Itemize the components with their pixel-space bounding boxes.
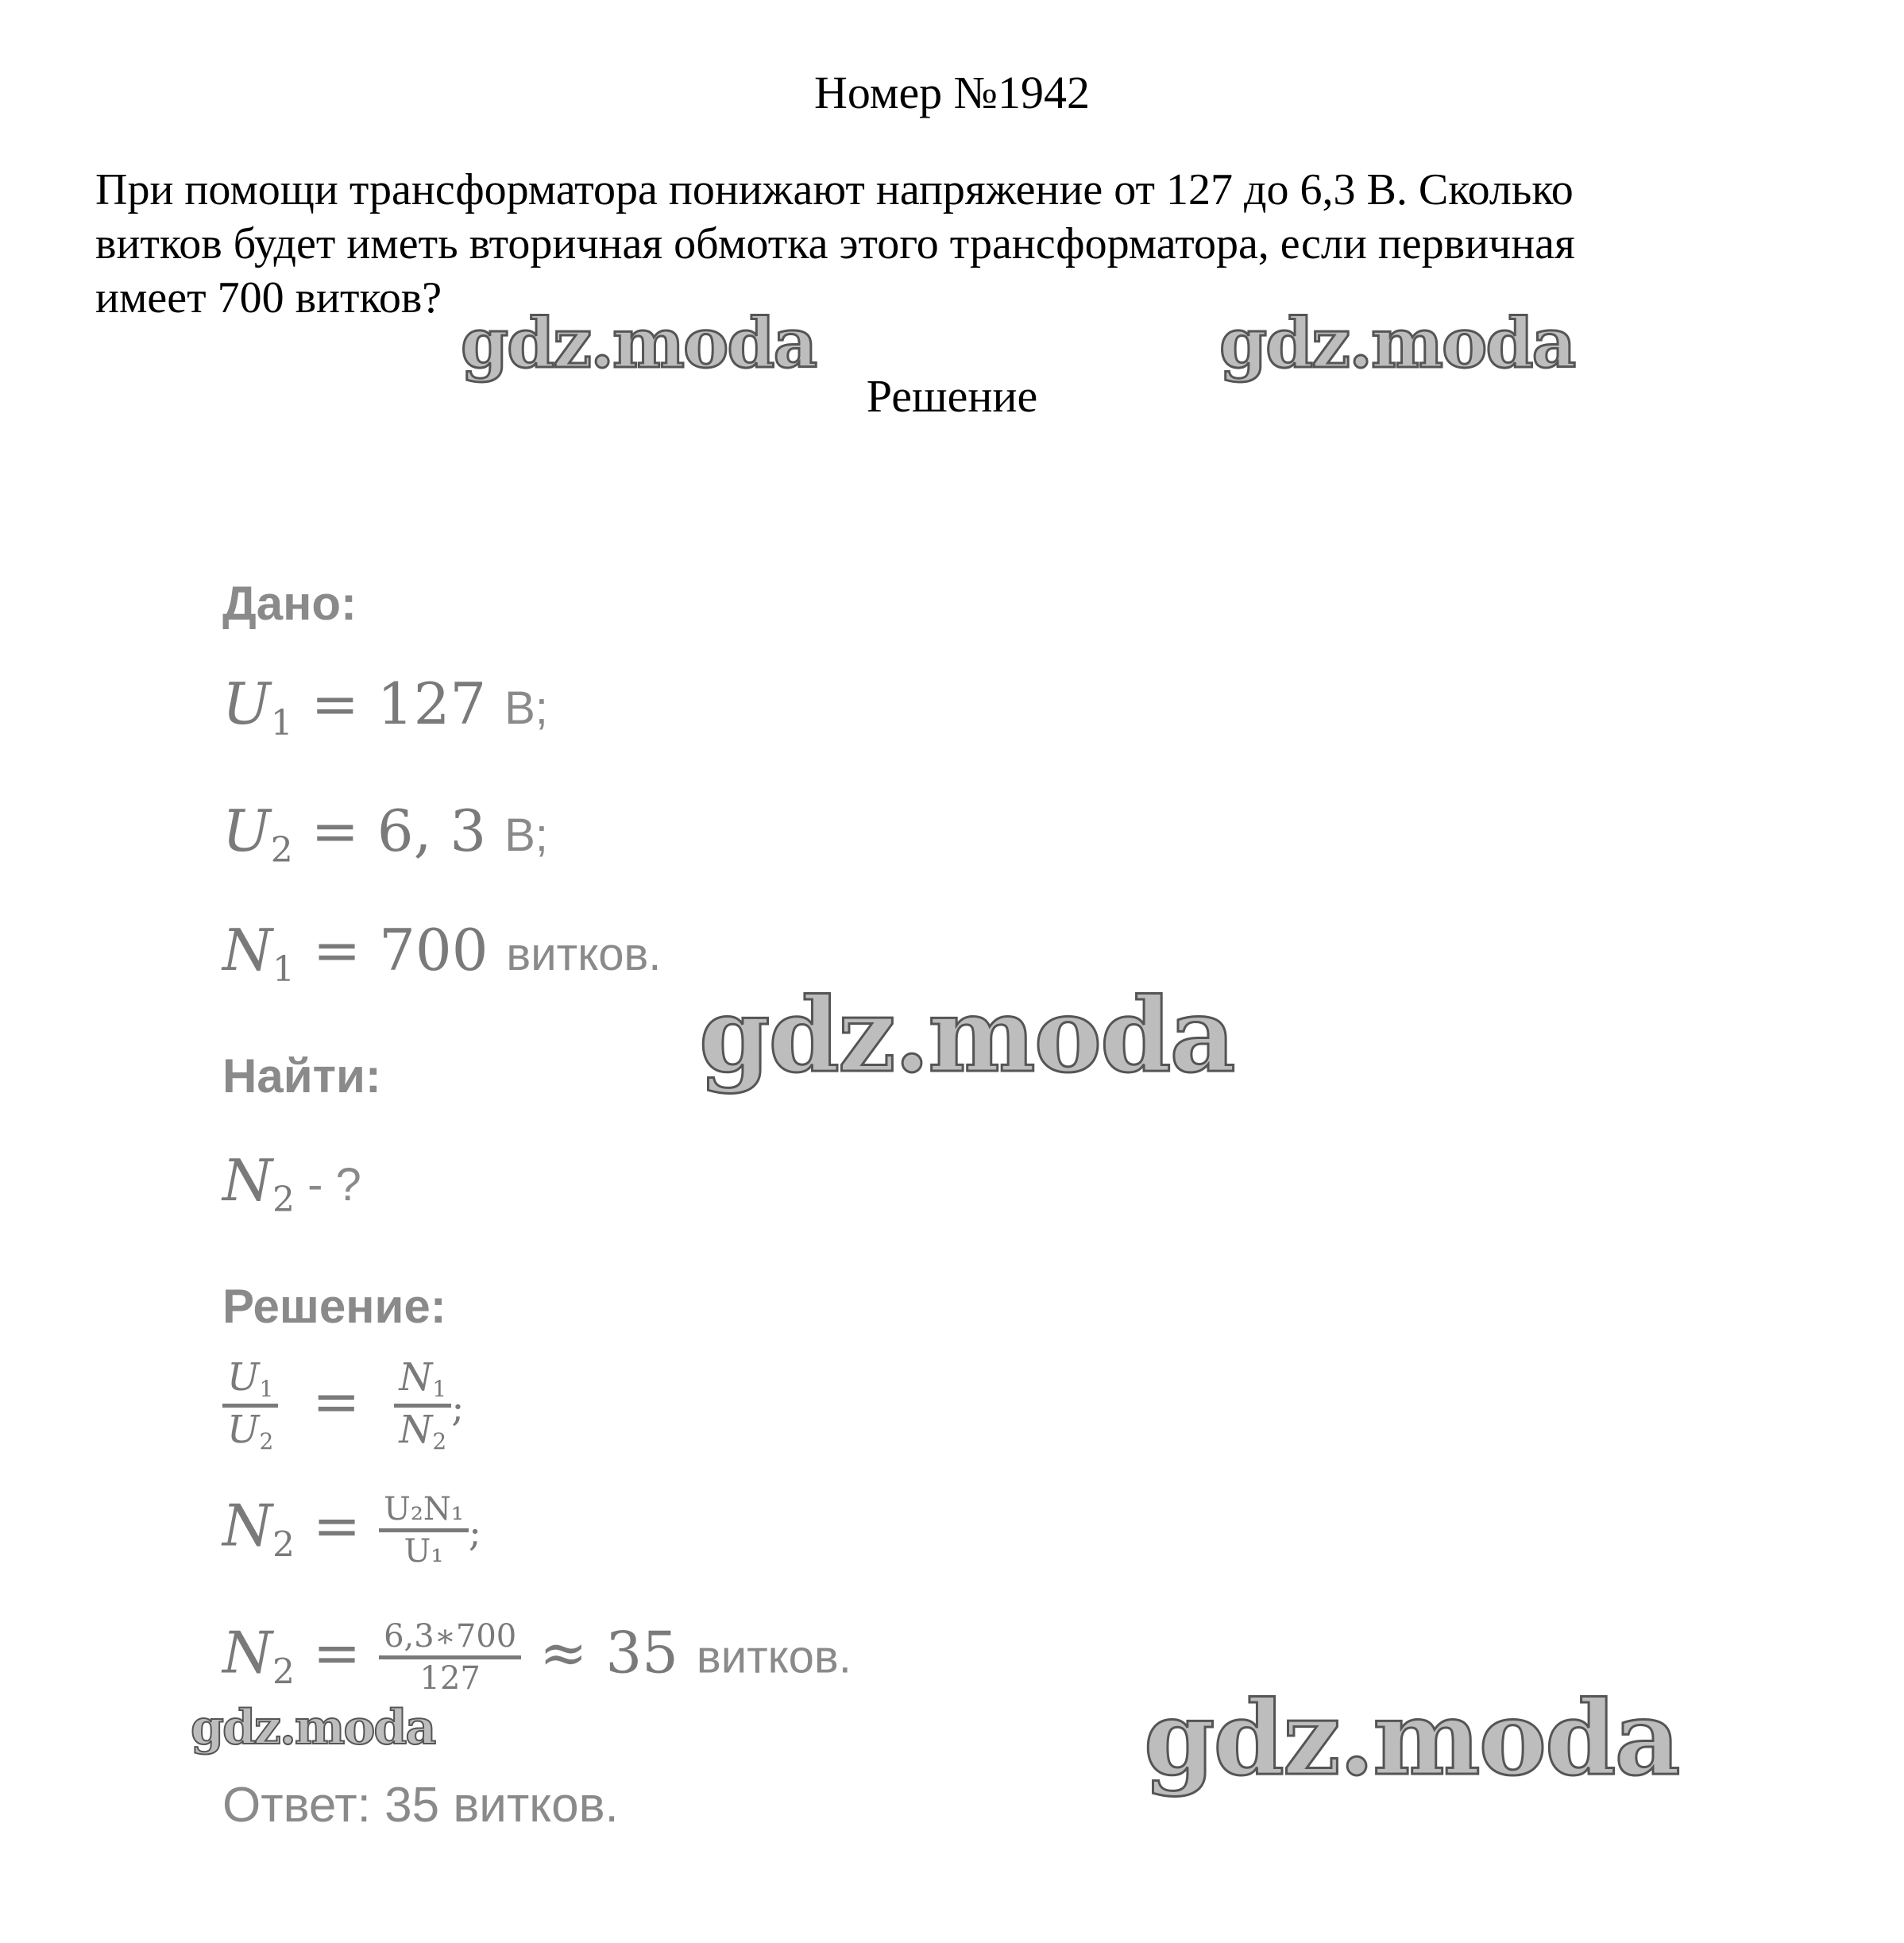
problem-line-2: витков будет иметь вторичная обмотка этого трансформатора, если первичная (95, 219, 1575, 268)
watermark-1: gdz.moda (461, 303, 817, 384)
var-u1: U (222, 670, 271, 737)
given-label: Дано: (222, 577, 357, 630)
formula-n2: $N_2$ = $\frac{\text{U₂N₁}}{\text{U₁}}$ ; (222, 1491, 482, 1570)
problem-line-1: При помощи трансформатора понижают напряжение от 127 до 6,3 В. Сколько (95, 165, 1574, 214)
problem-line-3: имеет 700 витков? (95, 273, 442, 323)
fraction-u2n1-u1: $\frac{\text{U₂N₁}}{\text{U₁}}$ (379, 1493, 469, 1567)
solution-label: Решение: (222, 1280, 446, 1333)
var-n1: N (222, 917, 272, 983)
given-u1: $U_1 = 127$ В; (222, 670, 548, 744)
answer: Ответ: 35 витков. (222, 1778, 619, 1833)
find-n2: $N_2$ - ? (222, 1147, 361, 1220)
watermark-4: gdz.moda (191, 1700, 435, 1756)
solution-heading: Решение (866, 370, 1038, 422)
var-u2: U (222, 798, 271, 864)
watermark-5: gdz.moda (1144, 1679, 1679, 1798)
page-title: Номер №1942 (813, 67, 1091, 118)
fraction-u1-u2: $\frac{U_1}{U_2}$ (222, 1358, 278, 1453)
formula-n2-value: $N_2$ = $\frac{6,3∗700}{127}$ ≈ 35 витков. (222, 1618, 852, 1697)
formula-ratio: $\frac{U_1}{U_2}$ = $\frac{N_1}{N_2}$ ; (222, 1358, 464, 1453)
fraction-calc: $\frac{6,3∗700}{127}$ (379, 1620, 521, 1694)
given-u2: $U_2 = 6$, 3 В; (222, 798, 548, 871)
watermark-3: gdz.moda (699, 976, 1234, 1095)
find-label: Найти: (222, 1049, 381, 1103)
given-n1: $N_1 = 700$ витков. (222, 917, 662, 990)
watermark-2: gdz.moda (1219, 303, 1575, 384)
fraction-n1-n2: $\frac{N_1}{N_2}$ (394, 1358, 451, 1453)
problem-statement (95, 163, 1843, 325)
